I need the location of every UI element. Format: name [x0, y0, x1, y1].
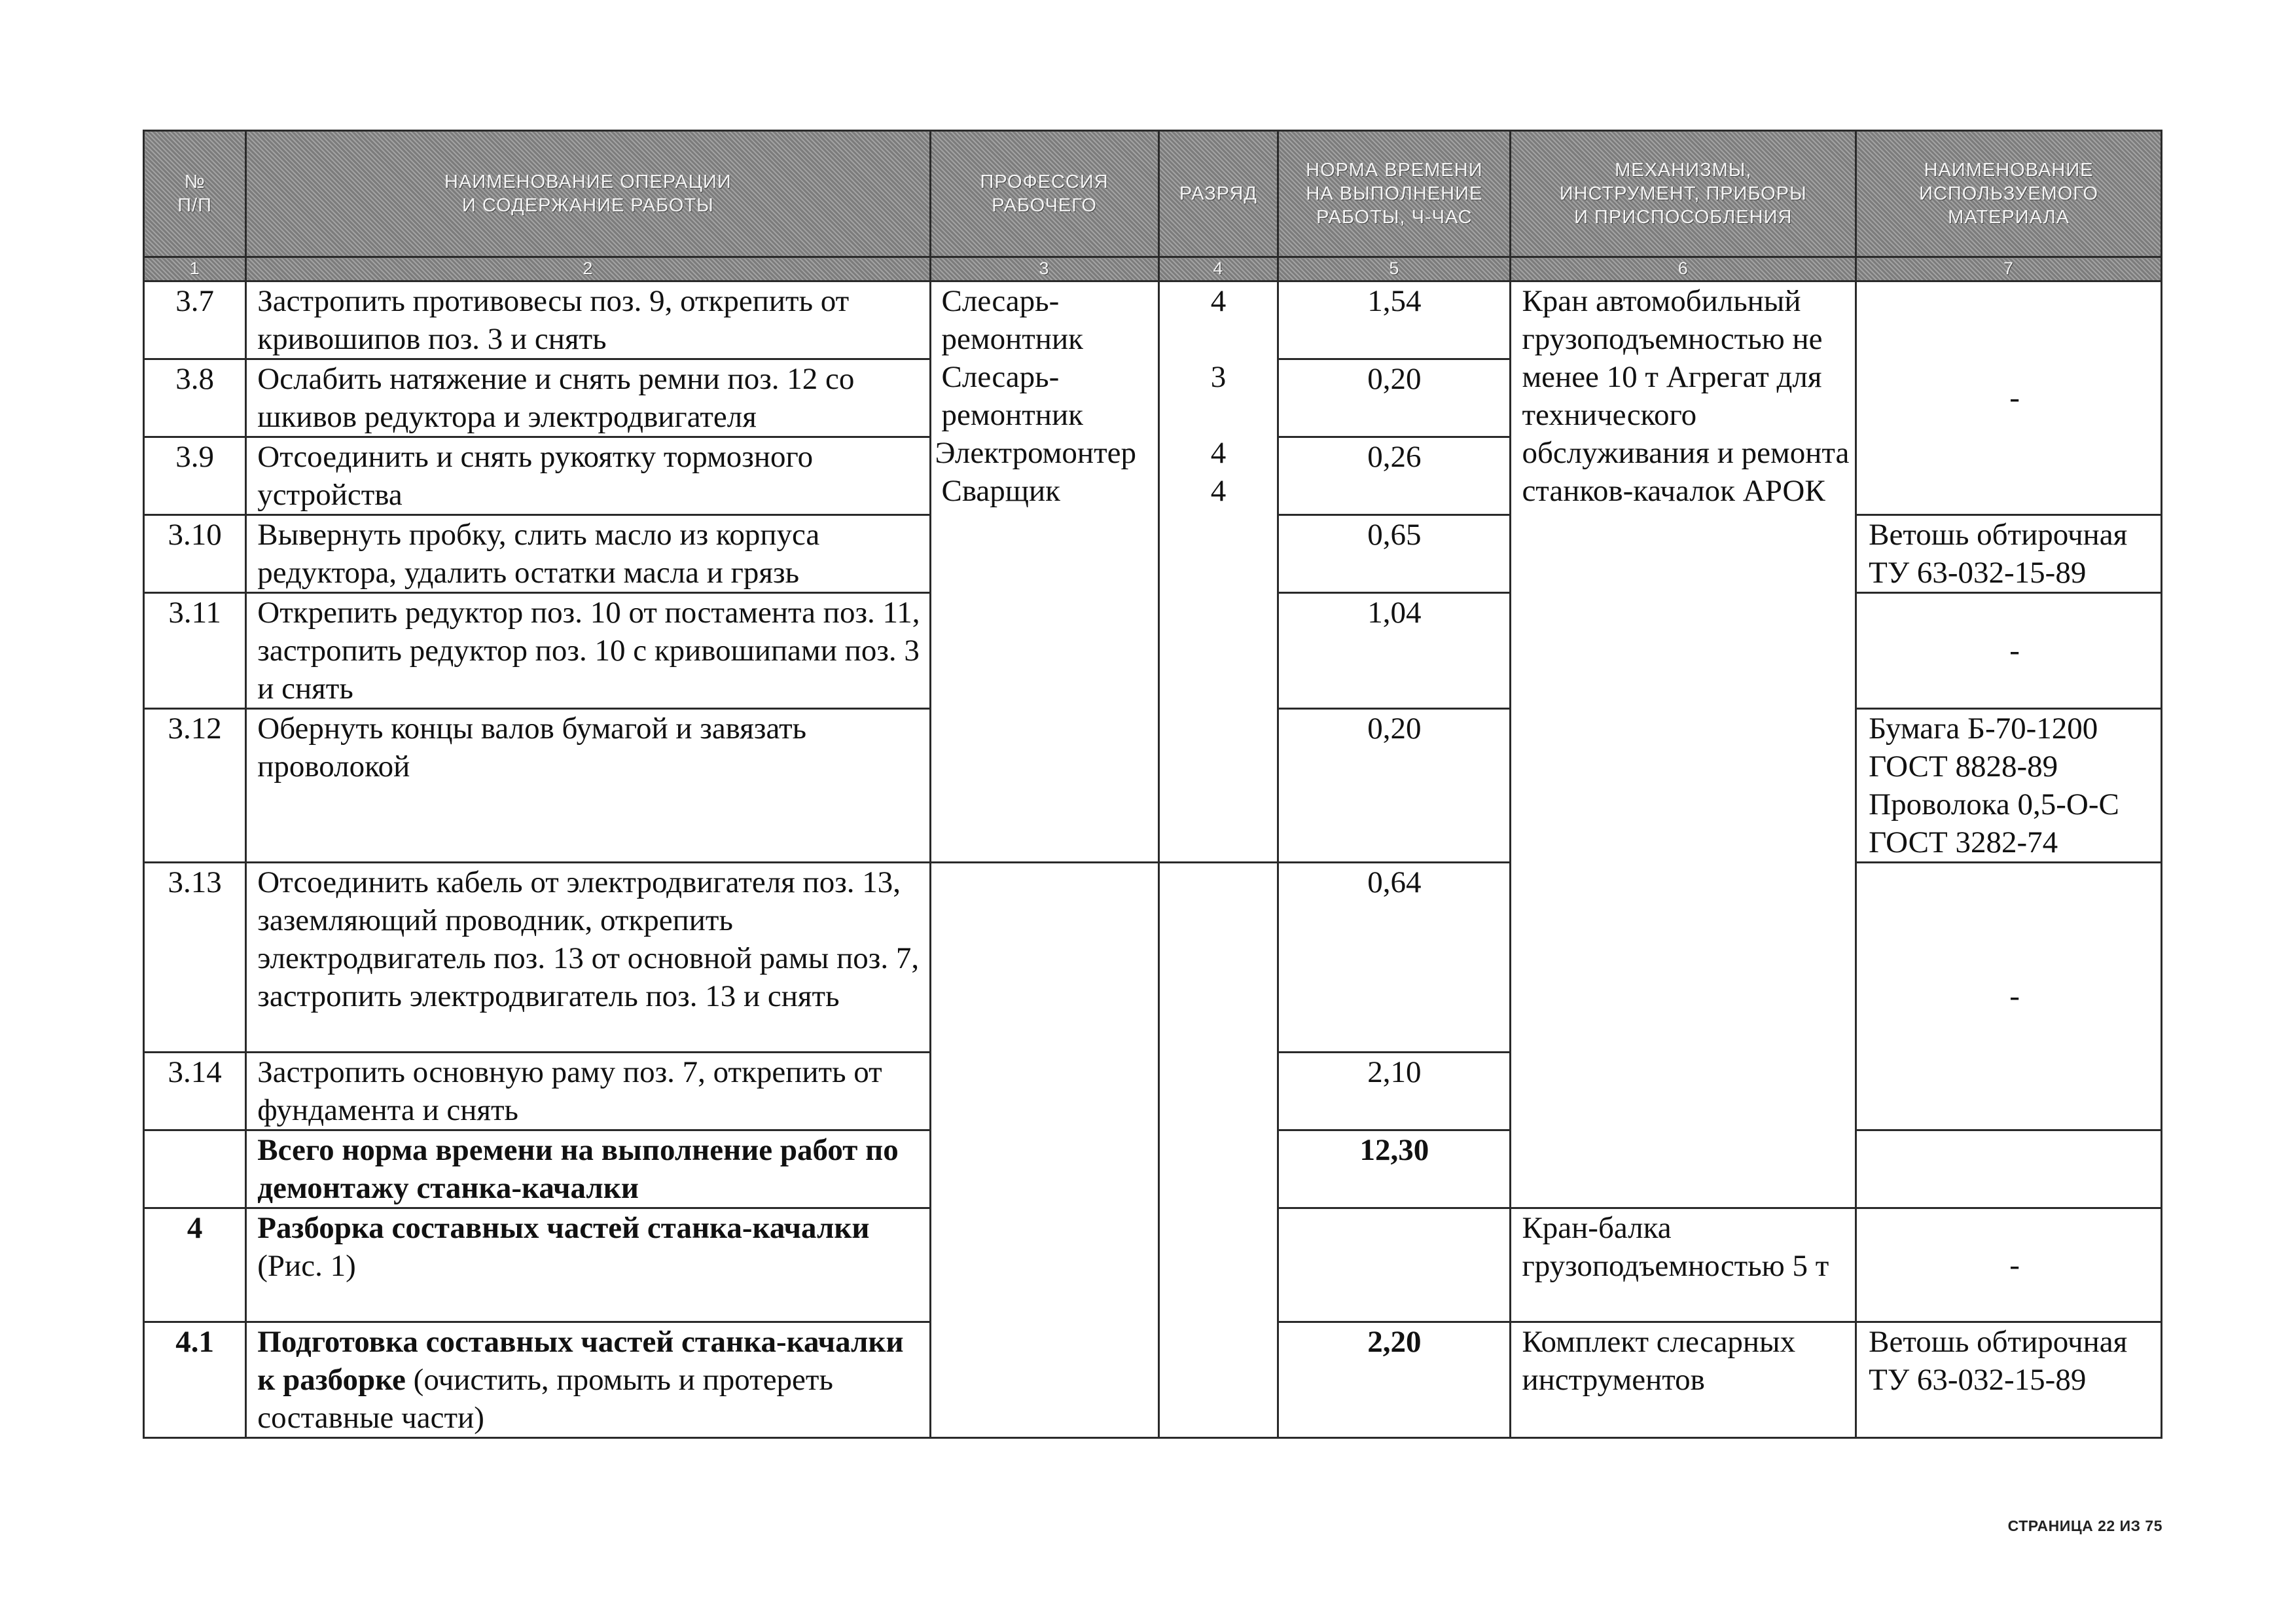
row-norm: 1,04 [1278, 593, 1511, 709]
grade-line: 4 [1210, 474, 1227, 508]
material-cell: - [1856, 593, 2162, 709]
header-col-mechanisms: МЕХАНИЗМЫ, ИНСТРУМЕНТ, ПРИБОРЫ И ПРИСПОСОБЛЕНИЯ [1511, 131, 1856, 257]
material-cell: - [1856, 281, 2162, 515]
profession-cell [930, 281, 1158, 863]
grade-line [1160, 320, 1278, 358]
header-num-2: 2 [246, 257, 930, 281]
row-norm: 2,10 [1278, 1053, 1511, 1130]
grade-line: 3 [1210, 360, 1227, 394]
total-num-empty [144, 1130, 246, 1208]
row-operation: Обернуть концы валов бумагой и завязать проволокой [246, 709, 930, 863]
profession-line: Слесарь- [941, 360, 1060, 394]
row-norm: 0,64 [1278, 863, 1511, 1053]
row-num: 3.11 [144, 593, 246, 709]
row-operation: Вывернуть пробку, слить масло из корпуса редуктора, удалить остатки масла и грязь [246, 515, 930, 593]
mechanisms-cell: Кран автомобильный грузоподъемностью не менее 10 т Агрегат для технического обслуживания и ремонта станков-качалок АРОК [1511, 281, 1856, 1208]
header-num-5: 5 [1278, 257, 1511, 281]
row41-title-rest: (очистить, промыть и протереть составные части) [257, 1363, 833, 1435]
row-operation: Застропить основную раму поз. 7, открепить от фундамента и снять [246, 1053, 930, 1130]
row-num: 3.14 [144, 1053, 246, 1130]
header-col-norm: НОРМА ВРЕМЕНИ НА ВЫПОЛНЕНИЕ РАБОТЫ, Ч-ЧАС [1278, 131, 1511, 257]
row-norm: 0,26 [1278, 437, 1511, 515]
header-num-7: 7 [1856, 257, 2162, 281]
grade-line: 4 [1210, 436, 1227, 470]
section-title-rest: (Рис. 1) [257, 1249, 356, 1283]
row-num: 3.7 [144, 281, 246, 359]
row-norm: 2,20 [1278, 1322, 1511, 1438]
profession-line: ремонтник [941, 398, 1083, 432]
row-operation: Отсоединить кабель от электродвигателя поз. 13, заземляющий проводник, открепить электродвигатель поз. 13 от основной рамы поз. 7, застропить электродвигатель поз. 13 и снять [246, 863, 930, 1053]
operations-table [143, 130, 2162, 1439]
row-norm: 0,20 [1278, 359, 1511, 437]
header-col-operation: НАИМЕНОВАНИЕ ОПЕРАЦИИ И СОДЕРЖАНИЕ РАБОТЫ [246, 131, 930, 257]
row-num: 3.13 [144, 863, 246, 1053]
row-num: 4.1 [144, 1322, 246, 1438]
profession-empty [930, 863, 1158, 1438]
total-label: Всего норма времени на выполнение работ по демонтажу станка-качалки [246, 1130, 930, 1208]
section-mechanism: Кран-балка грузоподъемностью 5 т [1511, 1208, 1856, 1322]
row-norm: 0,65 [1278, 515, 1511, 593]
header-num-3: 3 [930, 257, 1158, 281]
row-operation: Отсоединить и снять рукоятку тормозного устройства [246, 437, 930, 515]
section-num: 4 [144, 1208, 246, 1322]
total-material-empty [1856, 1130, 2162, 1208]
material-cell: Ветошь обтирочная ТУ 63-032-15-89 [1856, 515, 2162, 593]
row-operation: Застропить противовесы поз. 9, открепить от кривошипов поз. 3 и снять [246, 281, 930, 359]
row-num: 3.12 [144, 709, 246, 863]
header-col-material: НАИМЕНОВАНИЕ ИСПОЛЬЗУЕМОГО МАТЕРИАЛА [1856, 131, 2162, 257]
row-operation: Ослабить натяжение и снять ремни поз. 12 со шкивов редуктора и электродвигателя [246, 359, 930, 437]
material-cell: - [1856, 863, 2162, 1130]
row-operation: Открепить редуктор поз. 10 от постамента поз. 11, застропить редуктор поз. 10 с кривошипами поз. 3 и снять [246, 593, 930, 709]
profession-line: Электромонтер [935, 436, 1136, 470]
section-material: - [1856, 1208, 2162, 1322]
row41-title-bold: Подготовка составных частей станка-качалки к разборке [257, 1325, 904, 1397]
grade-line [1160, 396, 1278, 434]
grade-line: 4 [1210, 284, 1227, 318]
total-value: 12,30 [1278, 1130, 1511, 1208]
header-num-6: 6 [1511, 257, 1856, 281]
section-title [246, 1208, 930, 1322]
table-row [144, 863, 2162, 1053]
profession-line: Сварщик [941, 474, 1060, 508]
row-num: 3.10 [144, 515, 246, 593]
row-norm: 0,20 [1278, 709, 1511, 863]
header-num-4: 4 [1158, 257, 1278, 281]
row-num: 3.9 [144, 437, 246, 515]
page-number: СТРАНИЦА 22 ИЗ 75 [2007, 1517, 2162, 1534]
header-num-1: 1 [144, 257, 246, 281]
profession-line: ремонтник [941, 322, 1083, 356]
header-col-grade: РАЗРЯД [1158, 131, 1278, 257]
header-col-num: № П/П [144, 131, 246, 257]
profession-line: Слесарь- [941, 284, 1060, 318]
row-operation [246, 1322, 930, 1438]
section-title-bold: Разборка составных частей станка-качалки [257, 1211, 870, 1245]
row-norm: 1,54 [1278, 281, 1511, 359]
material-cell: Бумага Б-70-1200 ГОСТ 8828-89 Проволока 0,5-О-С ГОСТ 3282-74 [1856, 709, 2162, 863]
row-material: Ветошь обтирочная ТУ 63-032-15-89 [1856, 1322, 2162, 1438]
grade-cell [1158, 281, 1278, 863]
row-mechanism: Комплект слесарных инструментов [1511, 1322, 1856, 1438]
section-norm-empty [1278, 1208, 1511, 1322]
header-col-profession: ПРОФЕССИЯ РАБОЧЕГО [930, 131, 1158, 257]
table-row [144, 281, 2162, 359]
row-num: 3.8 [144, 359, 246, 437]
grade-empty [1158, 863, 1278, 1438]
